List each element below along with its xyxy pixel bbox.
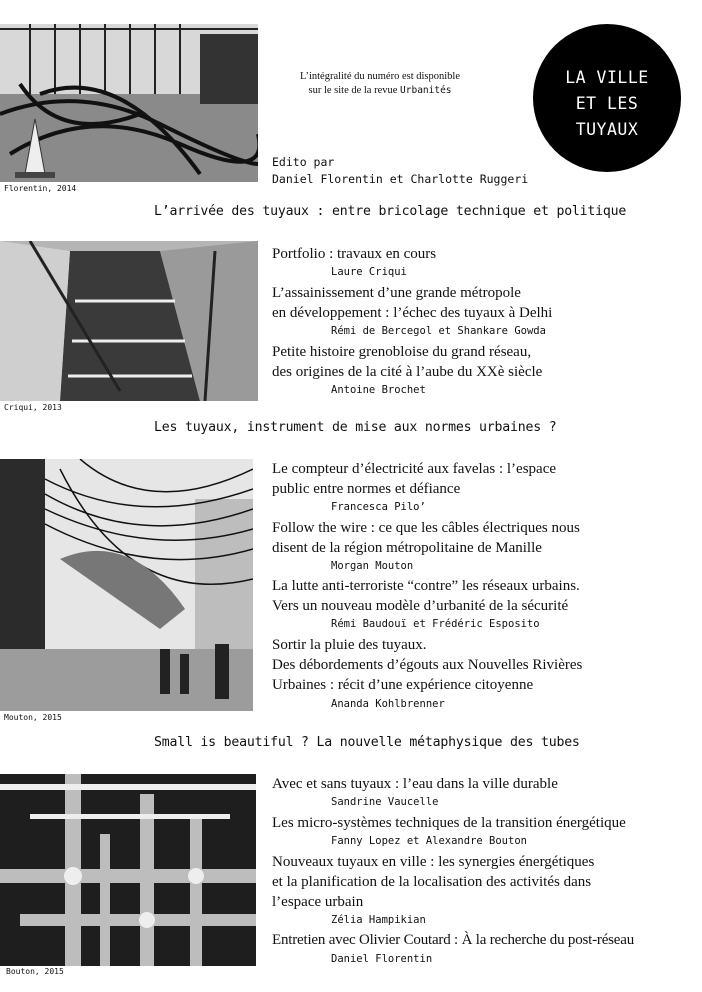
- article-author-8: Sandrine Vaucelle: [331, 796, 439, 808]
- edito-line-1: Edito par: [272, 155, 335, 169]
- article-title-2-line-2: en développement : l’échec des tuyaux à Delhi: [272, 305, 553, 321]
- notice-line-2: sur le site de la revue: [308, 85, 398, 96]
- issue-title-line-1: LA VILLE: [565, 68, 649, 87]
- article-title-5-line-2: disent de la région métropolitaine de Manille: [272, 540, 542, 556]
- article-title-4[interactable]: [272, 459, 556, 499]
- article-title-1-line-1: Portfolio : travaux en cours: [272, 246, 437, 262]
- article-author-1: Laure Criqui: [331, 266, 407, 278]
- article-title-8[interactable]: [272, 774, 558, 794]
- article-author-7: Ananda Kohlbrenner: [331, 698, 445, 710]
- article-title-6-line-2: Vers un nouveau modèle d’urbanité de la sécurité: [272, 598, 569, 614]
- issue-title-badge: [533, 24, 681, 172]
- article-author-10: Zélia Hampikian: [331, 914, 426, 926]
- article-title-7-line-3: Urbaines : récit d’une expérience citoyenne: [272, 677, 534, 693]
- article-title-10-line-2: et la planification de la localisation des activités dans: [272, 874, 592, 890]
- edito-credit: [272, 154, 528, 188]
- article-title-10[interactable]: [272, 852, 594, 912]
- article-title-11-line-1: Entretien avec Olivier Coutard : À la recherche du post-réseau: [272, 932, 635, 948]
- article-author-2: Rémi de Bercegol et Shankare Gowda: [331, 325, 546, 337]
- photo-credit-mouton: Mouton, 2015: [4, 713, 62, 722]
- article-title-10-line-1: Nouveaux tuyaux en ville : les synergies énergétiques: [272, 854, 595, 870]
- article-title-2-line-1: L’assainissement d’une grande métropole: [272, 285, 521, 301]
- article-title-7-line-1: Sortir la pluie des tuyaux.: [272, 637, 427, 653]
- article-author-4: Francesca Pilo’: [331, 501, 426, 513]
- photo-credit-florentin: Florentin, 2014: [4, 184, 77, 193]
- article-title-3[interactable]: [272, 342, 542, 382]
- section-heading-1: L’arrivée des tuyaux : entre bricolage technique et politique: [154, 204, 627, 219]
- issue-title-line-2: ET LES: [575, 94, 639, 113]
- article-title-5[interactable]: [272, 518, 580, 558]
- section-heading-2: Les tuyaux, instrument de mise aux normes urbaines ?: [154, 420, 557, 435]
- photo-credit-criqui: Criqui, 2013: [4, 403, 62, 412]
- journal-name[interactable]: Urbanités: [400, 85, 452, 96]
- photo-florentin: [0, 24, 258, 182]
- article-author-9: Fanny Lopez et Alexandre Bouton: [331, 835, 527, 847]
- notice-line-1: L’intégralité du numéro est disponible: [300, 71, 460, 82]
- article-title-5-line-1: Follow the wire : ce que les câbles électriques nous: [272, 520, 580, 536]
- availability-notice: [280, 70, 480, 98]
- article-title-8-line-1: Avec et sans tuyaux : l’eau dans la ville durable: [272, 776, 558, 792]
- photo-criqui: [0, 241, 258, 401]
- photo-bouton: [0, 774, 256, 966]
- article-title-6[interactable]: [272, 576, 580, 616]
- article-title-6-line-1: La lutte anti-terroriste “contre” les réseaux urbains.: [272, 578, 580, 594]
- article-title-10-line-3: l’espace urbain: [272, 894, 364, 910]
- photo-mouton: [0, 459, 253, 711]
- article-title-7-line-2: Des débordements d’égouts aux Nouvelles Rivières: [272, 657, 583, 673]
- article-author-5: Morgan Mouton: [331, 560, 414, 572]
- article-author-3: Antoine Brochet: [331, 384, 426, 396]
- article-author-6: Rémi Baudouï et Frédéric Esposito: [331, 618, 540, 630]
- article-title-3-line-2: des origines de la cité à l’aube du XXè siècle: [272, 364, 543, 380]
- article-title-1[interactable]: [272, 244, 436, 264]
- article-author-11: Daniel Florentin: [331, 953, 433, 965]
- article-title-4-line-2: public entre normes et défiance: [272, 481, 461, 497]
- issue-title-line-3: TUYAUX: [575, 120, 639, 139]
- photo-credit-bouton: Bouton, 2015: [6, 967, 64, 976]
- article-title-9[interactable]: [272, 813, 626, 833]
- article-title-9-line-1: Les micro-systèmes techniques de la transition énergétique: [272, 815, 626, 831]
- article-title-3-line-1: Petite histoire grenobloise du grand réseau,: [272, 344, 532, 360]
- article-title-11[interactable]: [272, 930, 634, 950]
- section-heading-3: Small is beautiful ? La nouvelle métaphysique des tubes: [154, 735, 580, 750]
- article-title-7[interactable]: [272, 635, 582, 695]
- edito-line-2: Daniel Florentin et Charlotte Ruggeri: [272, 172, 529, 186]
- article-title-4-line-1: Le compteur d’électricité aux favelas : l’espace: [272, 461, 557, 477]
- article-title-2[interactable]: [272, 283, 552, 323]
